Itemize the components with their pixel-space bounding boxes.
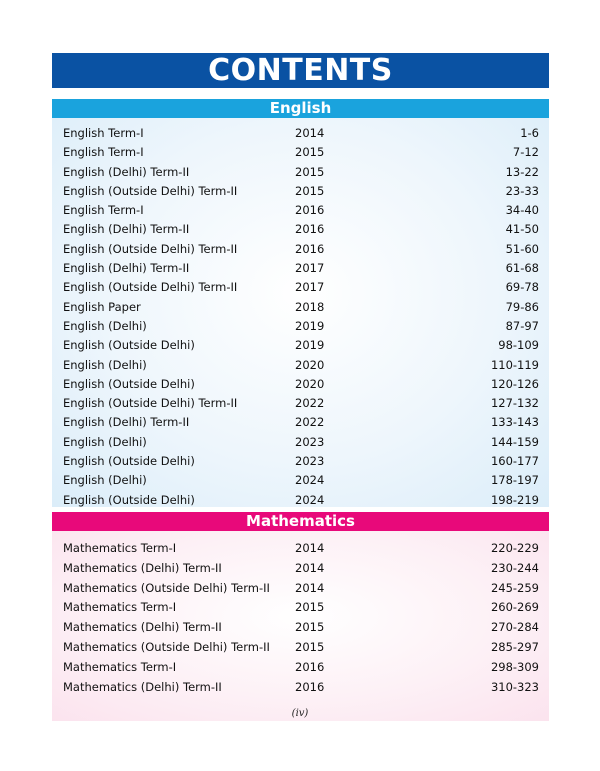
mathematics-section-header: Mathematics <box>52 512 549 531</box>
toc-entry-title: English (Delhi) <box>63 357 147 372</box>
toc-entry-pages: 270-284 <box>490 620 539 635</box>
toc-entry <box>52 433 549 452</box>
toc-entry-title: English (Outside Delhi) <box>63 492 195 507</box>
toc-entry-year: 2015 <box>295 164 325 179</box>
toc-entry-pages: 7-12 <box>512 145 539 160</box>
toc-entry <box>52 638 549 658</box>
toc-entry-pages: 144-159 <box>490 434 539 449</box>
toc-entry-year: 2019 <box>295 318 325 333</box>
toc-entry-year: 2018 <box>295 299 325 314</box>
toc-entry-title: Mathematics (Outside Delhi) Term-II <box>63 639 270 654</box>
toc-entry-year: 2014 <box>295 126 325 140</box>
toc-entry <box>52 452 549 471</box>
toc-entry-year: 2014 <box>295 541 325 555</box>
toc-entry-pages: 51-60 <box>505 241 539 256</box>
toc-entry-year: 2017 <box>295 261 325 276</box>
toc-entry-pages: 87-97 <box>505 318 539 333</box>
toc-entry <box>52 124 549 143</box>
toc-entry-year: 2015 <box>295 600 325 615</box>
toc-entry-pages: 120-126 <box>490 376 539 391</box>
toc-entry-pages: 245-259 <box>490 580 539 595</box>
toc-entry <box>52 394 549 413</box>
page-number: (iv) <box>291 708 309 719</box>
toc-entry-title: English (Outside Delhi) <box>63 338 195 353</box>
toc-entry-pages: 310-323 <box>490 679 539 694</box>
toc-entry-pages: 198-219 <box>490 492 539 507</box>
toc-entry-title: English (Outside Delhi) Term-II <box>63 183 238 198</box>
toc-entry <box>52 143 549 162</box>
toc-entry-year: 2024 <box>295 473 325 488</box>
toc-entry-year: 2016 <box>295 203 325 218</box>
toc-entry-pages: 133-143 <box>490 415 539 430</box>
toc-entry-year: 2019 <box>295 338 325 353</box>
toc-entry <box>52 336 549 355</box>
toc-entry <box>52 559 549 579</box>
toc-entry-title: English (Outside Delhi) Term-II <box>63 241 238 256</box>
toc-entry-title: English (Delhi) Term-II <box>63 164 190 179</box>
toc-entry-year: 2022 <box>295 396 325 411</box>
english-section-header: English <box>52 99 549 118</box>
toc-entry-title: Mathematics Term-I <box>63 541 177 555</box>
toc-entry-pages: 298-309 <box>490 659 539 674</box>
toc-entry <box>52 579 549 599</box>
english-section-body <box>52 118 549 507</box>
toc-entry-pages: 110-119 <box>490 357 539 372</box>
toc-entry-pages: 220-229 <box>490 541 539 555</box>
toc-entry-pages: 98-109 <box>498 338 539 353</box>
toc-entry <box>52 201 549 220</box>
toc-entry-title: Mathematics (Outside Delhi) Term-II <box>63 580 270 595</box>
toc-entry-year: 2015 <box>295 183 325 198</box>
toc-entry-pages: 13-22 <box>505 164 539 179</box>
toc-entry <box>52 618 549 638</box>
toc-entry-title: English (Delhi) <box>63 473 147 488</box>
toc-entry-pages: 260-269 <box>490 600 539 615</box>
toc-entry-title: Mathematics (Delhi) Term-II <box>63 679 222 694</box>
toc-entry-pages: 1-6 <box>520 126 539 140</box>
toc-entry <box>52 317 549 336</box>
toc-entry-year: 2015 <box>295 620 325 635</box>
toc-entry <box>52 220 549 239</box>
toc-entry-year: 2022 <box>295 415 325 430</box>
toc-entry-title: English (Delhi) Term-II <box>63 415 190 430</box>
contents-title: CONTENTS <box>52 53 549 88</box>
toc-entry <box>52 598 549 618</box>
toc-entry-year: 2014 <box>295 560 325 575</box>
toc-entry-year: 2024 <box>295 492 325 507</box>
toc-entry-title: English (Outside Delhi) Term-II <box>63 396 238 411</box>
toc-entry-pages: 34-40 <box>505 203 539 218</box>
toc-entry-title: English (Delhi) Term-II <box>63 261 190 276</box>
english-rows <box>52 118 549 510</box>
toc-entry-pages: 127-132 <box>490 396 539 411</box>
toc-entry <box>52 471 549 490</box>
toc-entry-pages: 41-50 <box>505 222 539 237</box>
toc-entry-title: Mathematics Term-I <box>63 600 177 615</box>
toc-entry-year: 2015 <box>295 639 325 654</box>
toc-entry <box>52 298 549 317</box>
toc-entry-year: 2016 <box>295 222 325 237</box>
toc-entry-year: 2020 <box>295 357 325 372</box>
toc-entry-title: English Paper <box>63 299 141 314</box>
toc-entry-title: English (Outside Delhi) <box>63 376 195 391</box>
toc-entry <box>52 539 549 559</box>
english-section <box>52 99 549 507</box>
toc-entry-year: 2016 <box>295 679 325 694</box>
toc-entry-title: English Term-I <box>63 203 144 218</box>
toc-entry-title: English (Delhi) Term-II <box>63 222 190 237</box>
toc-entry <box>52 491 549 510</box>
toc-entry-year: 2020 <box>295 376 325 391</box>
toc-entry <box>52 658 549 678</box>
toc-entry-title: Mathematics (Delhi) Term-II <box>63 560 222 575</box>
toc-entry-year: 2017 <box>295 280 325 295</box>
toc-entry-pages: 79-86 <box>505 299 539 314</box>
toc-entry-pages: 178-197 <box>490 473 539 488</box>
toc-entry <box>52 356 549 375</box>
toc-entry-year: 2014 <box>295 580 325 595</box>
toc-entry-year: 2023 <box>295 434 325 449</box>
toc-entry-pages: 230-244 <box>490 560 539 575</box>
mathematics-section <box>52 512 549 721</box>
toc-entry <box>52 375 549 394</box>
toc-entry <box>52 163 549 182</box>
toc-entry <box>52 278 549 297</box>
toc-entry-title: Mathematics Term-I <box>63 659 177 674</box>
toc-entry-year: 2023 <box>295 454 325 469</box>
toc-entry-pages: 69-78 <box>505 280 539 295</box>
mathematics-section-body <box>52 531 549 721</box>
toc-entry-title: Mathematics (Delhi) Term-II <box>63 620 222 635</box>
toc-entry-pages: 61-68 <box>505 261 539 276</box>
toc-entry-year: 2016 <box>295 241 325 256</box>
toc-entry-title: English (Outside Delhi) Term-II <box>63 280 238 295</box>
toc-entry-pages: 160-177 <box>490 454 539 469</box>
toc-entry <box>52 413 549 432</box>
toc-entry-title: English Term-I <box>63 126 144 140</box>
toc-entry <box>52 182 549 201</box>
toc-entry-pages: 285-297 <box>490 639 539 654</box>
toc-entry <box>52 259 549 278</box>
mathematics-rows <box>52 531 549 697</box>
toc-entry-year: 2016 <box>295 659 325 674</box>
toc-entry-year: 2015 <box>295 145 325 160</box>
toc-entry-title: English (Outside Delhi) <box>63 454 195 469</box>
toc-entry-title: English Term-I <box>63 145 144 160</box>
toc-entry-pages: 23-33 <box>505 183 539 198</box>
toc-entry-title: English (Delhi) <box>63 318 147 333</box>
toc-entry-title: English (Delhi) <box>63 434 147 449</box>
toc-entry <box>52 240 549 259</box>
toc-entry <box>52 678 549 698</box>
